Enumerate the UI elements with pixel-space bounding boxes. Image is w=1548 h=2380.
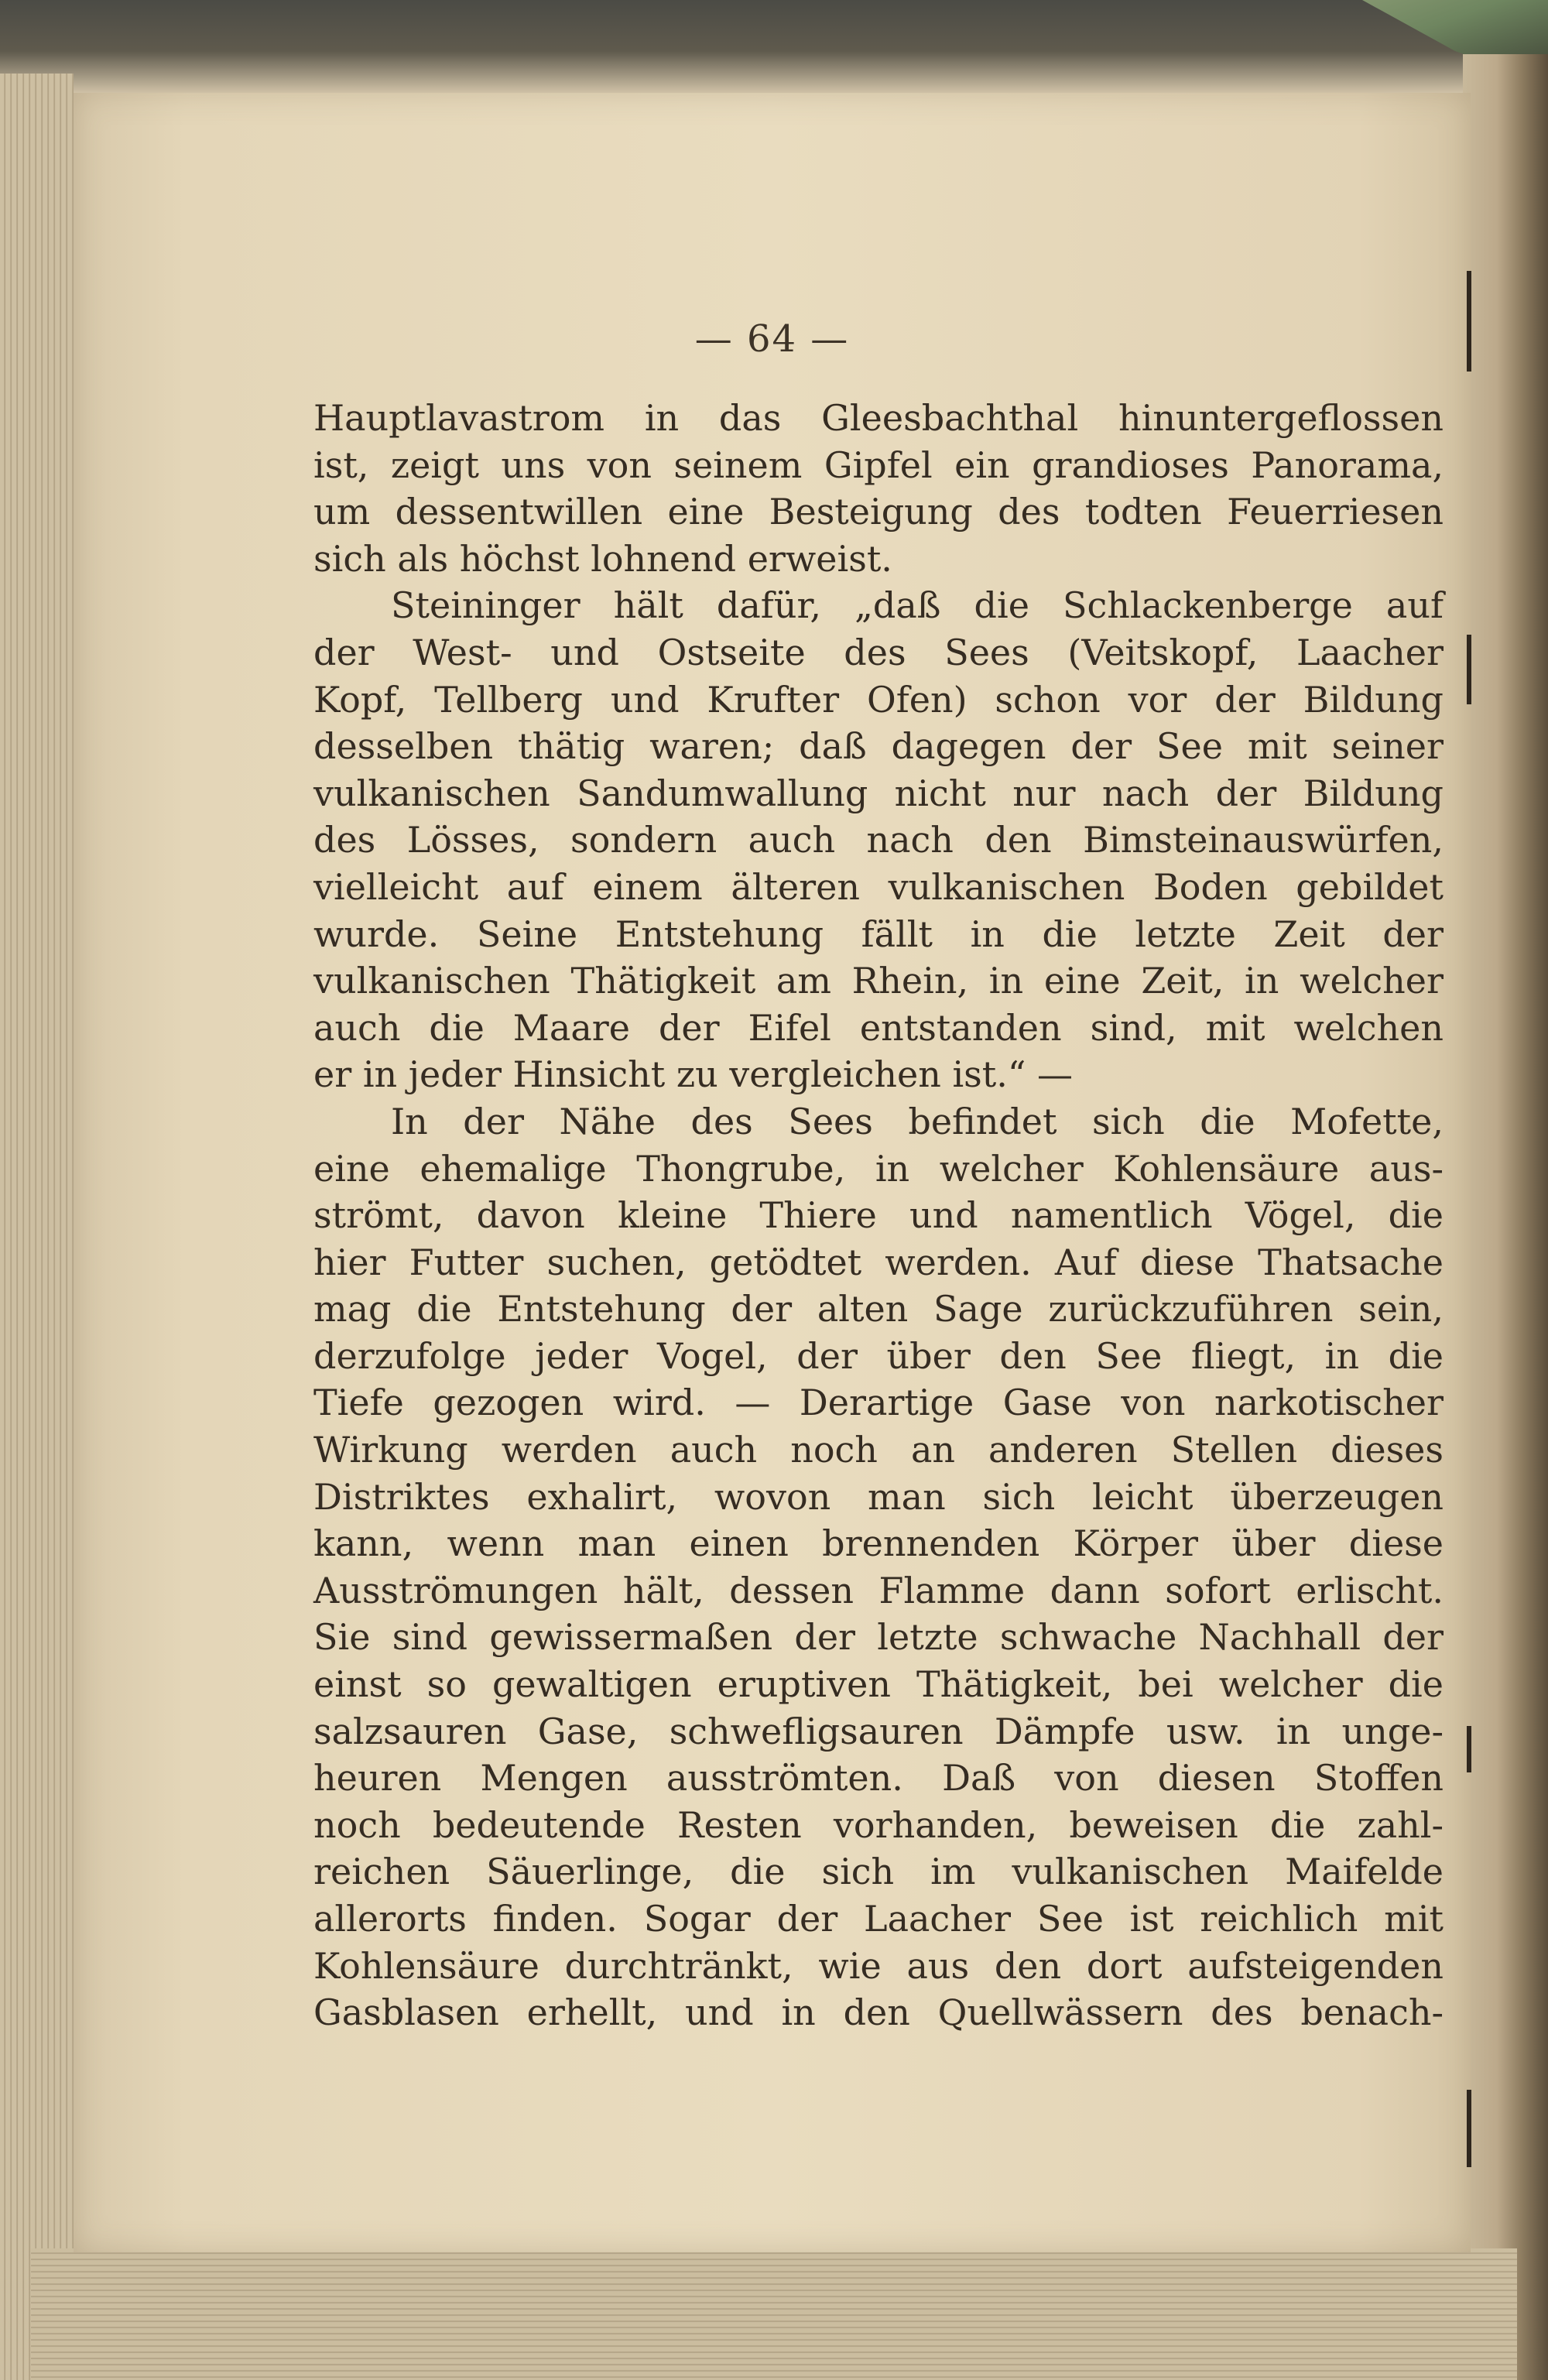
text-line: hier Futter suchen, getödtet werden. Auf diese Thatsache [313, 1241, 1444, 1283]
text-line: desselben thätig waren; daß dagegen der See mit seiner [313, 725, 1444, 768]
text-line: um dessentwillen eine Besteigung des todten Feuerriesen [313, 491, 1444, 533]
text-line: kann, wenn man einen brennenden Körper über diese [313, 1522, 1444, 1565]
text-line: Distriktes exhalirt, wovon man sich leicht überzeugen [313, 1475, 1444, 1518]
text-line: vielleicht auf einem älteren vulkanischen Boden gebildet [313, 865, 1444, 908]
body-text [313, 395, 1444, 2036]
text-line: sich als höchst lohnend erweist. [313, 537, 892, 580]
text-line: Kopf, Tellberg und Krufter Ofen) schon vor der Bildung [313, 678, 1444, 721]
edge-mark [1467, 1726, 1471, 1772]
text-line: mag die Entstehung der alten Sage zurückzuführen sein, [313, 1288, 1444, 1330]
text-line: noch bedeutende Resten vorhanden, beweisen die zahl- [313, 1803, 1444, 1846]
text-line: wurde. Seine Entstehung fällt in die letzte Zeit der [313, 913, 1444, 955]
page-stack-bottom-edge [31, 2248, 1517, 2380]
text-line: vulkanischen Thätigkeit am Rhein, in eine Zeit, in welcher [313, 960, 1444, 1002]
text-line: reichen Säuerlinge, die sich im vulkanischen Maifelde [313, 1851, 1444, 1893]
text-line: salzsauren Gase, schwefligsauren Dämpfe usw. in unge- [313, 1710, 1444, 1752]
text-line: eine ehemalige Thongrube, in welcher Kohlensäure aus- [313, 1147, 1444, 1190]
page-stack-right-edge [1463, 54, 1548, 2380]
text-line: Tiefe gezogen wird. — Derartige Gase von narkotischer [313, 1382, 1444, 1424]
page-number: — 64 — [694, 317, 850, 361]
edge-mark [1467, 2090, 1471, 2167]
text-line: Ausströmungen hält, dessen Flamme dann sofort erlischt. [313, 1569, 1444, 1611]
edge-mark [1467, 635, 1471, 704]
text-line: auch die Maare der Eifel entstanden sind, mit welchen [313, 1006, 1444, 1049]
text-line: Sie sind gewissermaßen der letzte schwache Nachhall der [313, 1616, 1444, 1659]
text-line: In der Nähe des Sees befindet sich die Mofette, [391, 1100, 1444, 1142]
text-line: Gasblasen erhellt, und in den Quellwässern des benach- [313, 1991, 1444, 2034]
text-line: vulkanischen Sandumwallung nicht nur nach der Bildung [313, 772, 1444, 814]
text-line: Hauptlavastrom in das Gleesbachthal hinuntergeflossen [313, 397, 1444, 439]
text-line: des Lösses, sondern auch nach den Bimsteinauswürfen, [313, 819, 1444, 861]
text-line: Wirkung werden auch noch an anderen Stellen dieses [313, 1429, 1444, 1471]
text-line: derzufolge jeder Vogel, der über den See fliegt, in die [313, 1334, 1444, 1377]
text-line: Kohlensäure durchtränkt, wie aus den dort aufsteigenden [313, 1944, 1444, 1987]
text-line: strömt, davon kleine Thiere und namentlich Vögel, die [313, 1194, 1444, 1237]
text-line: heuren Mengen ausströmten. Daß von diesen Stoffen [313, 1757, 1444, 1800]
text-line: er in jeder Hinsicht zu vergleichen ist.“ — [313, 1053, 1074, 1096]
edge-mark [1467, 271, 1471, 372]
book-page [74, 93, 1471, 2252]
text-line: ist, zeigt uns von seinem Gipfel ein grandioses Panorama, [313, 443, 1444, 486]
text-line: der West- und Ostseite des Sees (Veitskopf, Laacher [313, 631, 1444, 673]
book-top-edge [0, 0, 1548, 93]
text-line: Steininger hält dafür, „daß die Schlackenberge auf [391, 584, 1444, 627]
text-line: allerorts finden. Sogar der Laacher See ist reichlich mit [313, 1898, 1444, 1940]
text-line: einst so gewaltigen eruptiven Thätigkeit, bei welcher die [313, 1663, 1444, 1706]
page-stack-left-edge [0, 74, 74, 2380]
